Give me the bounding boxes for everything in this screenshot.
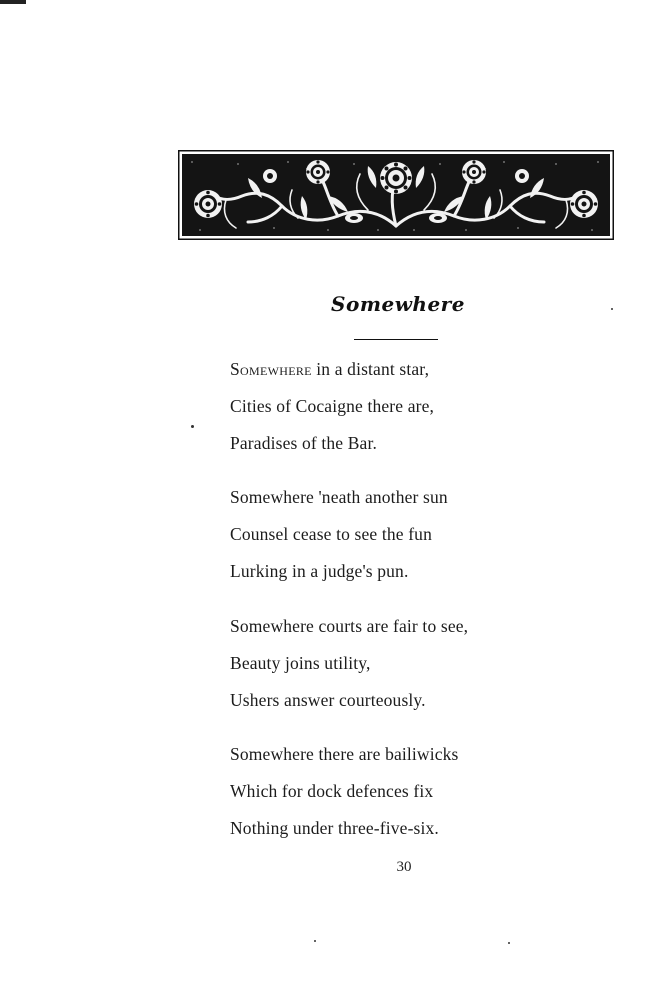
poem-line: Somewhere 'neath another sun	[230, 487, 448, 507]
scan-corner-mark	[0, 0, 26, 4]
poem-line: Paradises of the Bar.	[230, 433, 378, 453]
title-rule	[354, 339, 438, 340]
stanza-3	[230, 617, 570, 728]
poem-line: Beauty joins utility,	[230, 653, 371, 673]
poem-line-text: in a distant star,	[311, 359, 430, 379]
poem-line	[230, 360, 570, 397]
poem-line: Somewhere courts are fair to see,	[230, 616, 469, 636]
poem-title: Somewhere	[331, 292, 465, 316]
poem-line-lead-word: Somewhere	[230, 359, 312, 379]
poem-line: Ushers answer courteously.	[230, 690, 426, 710]
scan-speck	[314, 940, 316, 942]
page-number: 30	[396, 859, 412, 875]
floral-headpiece	[178, 150, 614, 240]
stanza-1	[230, 360, 570, 471]
stanza-2	[230, 488, 570, 599]
poem-line: Counsel cease to see the fun	[230, 524, 432, 544]
scan-speck	[508, 942, 510, 944]
scan-speck	[611, 308, 613, 310]
poem-line: Lurking in a judge's pun.	[230, 561, 409, 581]
scan-speck	[191, 425, 194, 428]
poem-line: Which for dock defences fix	[230, 781, 434, 801]
poem-line: Cities of Cocaigne there are,	[230, 396, 435, 416]
floral-ornament-icon	[178, 150, 614, 240]
poem-line: Nothing under three-five-six.	[230, 818, 439, 838]
poem-line: Somewhere there are bailiwicks	[230, 744, 459, 764]
stanza-4	[230, 745, 570, 856]
